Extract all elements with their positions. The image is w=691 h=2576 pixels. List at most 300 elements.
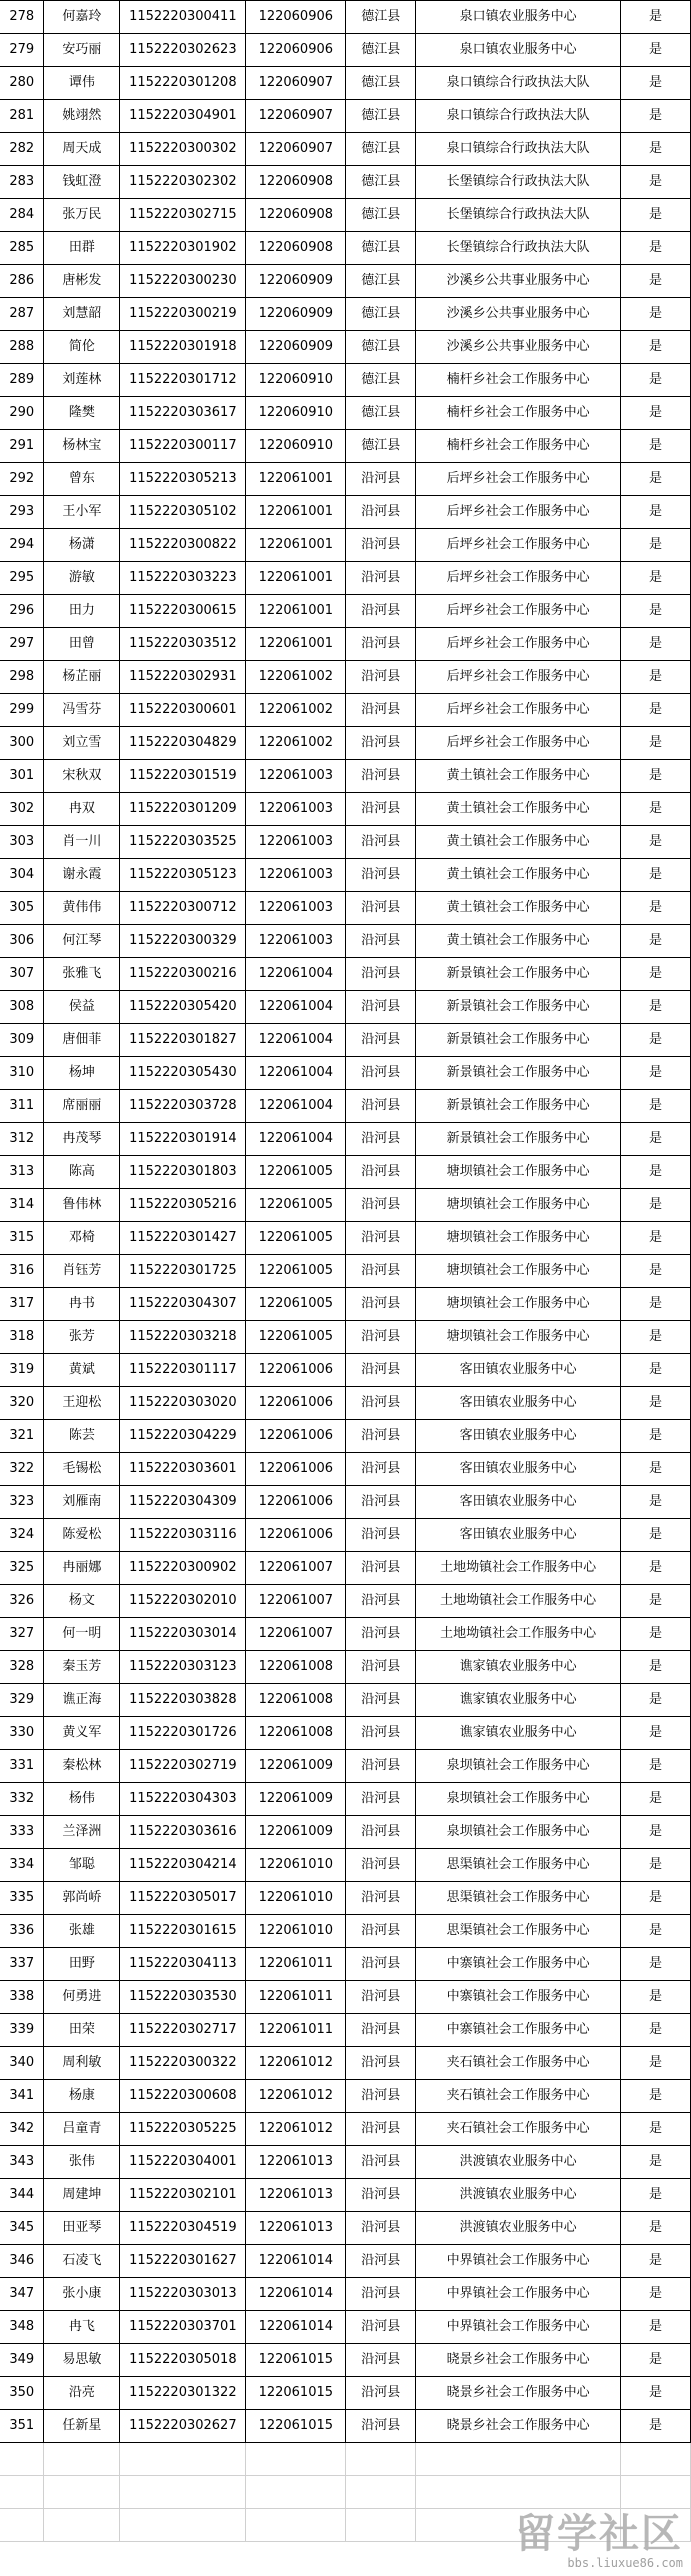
empty-cell[interactable] (621, 2443, 691, 2476)
exam-id-cell[interactable]: 1152220301322 (120, 2377, 246, 2410)
name-cell[interactable]: 冉书 (44, 1288, 120, 1321)
exam-id-cell[interactable]: 1152220300322 (120, 2047, 246, 2080)
row-number-cell[interactable]: 314 (0, 1189, 44, 1222)
qualified-cell[interactable]: 是 (621, 298, 691, 331)
county-cell[interactable]: 沿河县 (346, 529, 416, 562)
exam-id-cell[interactable]: 1152220303525 (120, 826, 246, 859)
row-number-cell[interactable]: 315 (0, 1222, 44, 1255)
exam-id-cell[interactable]: 1152220302302 (120, 166, 246, 199)
exam-id-cell[interactable]: 1152220303020 (120, 1387, 246, 1420)
row-number-cell[interactable]: 278 (0, 1, 44, 34)
unit-cell[interactable]: 洪渡镇农业服务中心 (416, 2212, 621, 2245)
name-cell[interactable]: 杨林宝 (44, 430, 120, 463)
exam-id-cell[interactable]: 1152220304307 (120, 1288, 246, 1321)
position-code-cell[interactable]: 122060907 (246, 100, 346, 133)
name-cell[interactable]: 唐佃菲 (44, 1024, 120, 1057)
row-number-cell[interactable]: 347 (0, 2278, 44, 2311)
unit-cell[interactable]: 客田镇农业服务中心 (416, 1387, 621, 1420)
exam-id-cell[interactable]: 1152220302715 (120, 199, 246, 232)
row-number-cell[interactable]: 286 (0, 265, 44, 298)
qualified-cell[interactable]: 是 (621, 1519, 691, 1552)
qualified-cell[interactable]: 是 (621, 1024, 691, 1057)
exam-id-cell[interactable]: 1152220300411 (120, 1, 246, 34)
unit-cell[interactable]: 楠杆乡社会工作服务中心 (416, 364, 621, 397)
county-cell[interactable]: 沿河县 (346, 1684, 416, 1717)
position-code-cell[interactable]: 122061009 (246, 1750, 346, 1783)
unit-cell[interactable]: 新景镇社会工作服务中心 (416, 958, 621, 991)
position-code-cell[interactable]: 122061005 (246, 1288, 346, 1321)
position-code-cell[interactable]: 122061001 (246, 463, 346, 496)
row-number-cell[interactable]: 280 (0, 67, 44, 100)
name-cell[interactable]: 鲁伟林 (44, 1189, 120, 1222)
empty-cell[interactable] (44, 2443, 120, 2476)
county-cell[interactable]: 沿河县 (346, 859, 416, 892)
position-code-cell[interactable]: 122061004 (246, 991, 346, 1024)
county-cell[interactable]: 沿河县 (346, 727, 416, 760)
qualified-cell[interactable]: 是 (621, 1618, 691, 1651)
exam-id-cell[interactable]: 1152220303116 (120, 1519, 246, 1552)
unit-cell[interactable]: 泉坝镇社会工作服务中心 (416, 1750, 621, 1783)
name-cell[interactable]: 陈芸 (44, 1420, 120, 1453)
qualified-cell[interactable]: 是 (621, 496, 691, 529)
unit-cell[interactable]: 思渠镇社会工作服务中心 (416, 1882, 621, 1915)
exam-id-cell[interactable]: 1152220300329 (120, 925, 246, 958)
name-cell[interactable]: 谯正海 (44, 1684, 120, 1717)
county-cell[interactable]: 德江县 (346, 34, 416, 67)
county-cell[interactable]: 沿河县 (346, 1849, 416, 1882)
position-code-cell[interactable]: 122061014 (246, 2245, 346, 2278)
qualified-cell[interactable]: 是 (621, 760, 691, 793)
row-number-cell[interactable]: 332 (0, 1783, 44, 1816)
row-number-cell[interactable]: 300 (0, 727, 44, 760)
unit-cell[interactable]: 中界镇社会工作服务中心 (416, 2245, 621, 2278)
exam-id-cell[interactable]: 1152220303701 (120, 2311, 246, 2344)
qualified-cell[interactable]: 是 (621, 265, 691, 298)
county-cell[interactable]: 沿河县 (346, 1882, 416, 1915)
unit-cell[interactable]: 长堡镇综合行政执法大队 (416, 199, 621, 232)
position-code-cell[interactable]: 122061006 (246, 1519, 346, 1552)
unit-cell[interactable]: 夹石镇社会工作服务中心 (416, 2080, 621, 2113)
exam-id-cell[interactable]: 1152220304229 (120, 1420, 246, 1453)
county-cell[interactable]: 沿河县 (346, 1585, 416, 1618)
unit-cell[interactable]: 新景镇社会工作服务中心 (416, 1057, 621, 1090)
unit-cell[interactable]: 长堡镇综合行政执法大队 (416, 166, 621, 199)
county-cell[interactable]: 沿河县 (346, 1519, 416, 1552)
exam-id-cell[interactable]: 1152220304901 (120, 100, 246, 133)
name-cell[interactable]: 刘慧韶 (44, 298, 120, 331)
row-number-cell[interactable]: 296 (0, 595, 44, 628)
qualified-cell[interactable]: 是 (621, 1849, 691, 1882)
county-cell[interactable]: 沿河县 (346, 793, 416, 826)
row-number-cell[interactable]: 285 (0, 232, 44, 265)
row-number-cell[interactable]: 294 (0, 529, 44, 562)
exam-id-cell[interactable]: 1152220300219 (120, 298, 246, 331)
name-cell[interactable]: 田力 (44, 595, 120, 628)
qualified-cell[interactable]: 是 (621, 397, 691, 430)
name-cell[interactable]: 刘雁南 (44, 1486, 120, 1519)
unit-cell[interactable]: 谯家镇农业服务中心 (416, 1651, 621, 1684)
row-number-cell[interactable]: 293 (0, 496, 44, 529)
county-cell[interactable]: 沿河县 (346, 2377, 416, 2410)
name-cell[interactable]: 邓椅 (44, 1222, 120, 1255)
unit-cell[interactable]: 长堡镇综合行政执法大队 (416, 232, 621, 265)
county-cell[interactable]: 沿河县 (346, 2113, 416, 2146)
exam-id-cell[interactable]: 1152220303728 (120, 1090, 246, 1123)
exam-id-cell[interactable]: 1152220302719 (120, 1750, 246, 1783)
position-code-cell[interactable]: 122061010 (246, 1882, 346, 1915)
name-cell[interactable]: 何勇进 (44, 1981, 120, 2014)
name-cell[interactable]: 杨芷丽 (44, 661, 120, 694)
name-cell[interactable]: 毛锡松 (44, 1453, 120, 1486)
exam-id-cell[interactable]: 1152220305225 (120, 2113, 246, 2146)
unit-cell[interactable]: 土地坳镇社会工作服务中心 (416, 1618, 621, 1651)
position-code-cell[interactable]: 122060907 (246, 67, 346, 100)
unit-cell[interactable]: 黄土镇社会工作服务中心 (416, 859, 621, 892)
county-cell[interactable]: 沿河县 (346, 1915, 416, 1948)
name-cell[interactable]: 何嘉玲 (44, 1, 120, 34)
qualified-cell[interactable]: 是 (621, 628, 691, 661)
county-cell[interactable]: 沿河县 (346, 2047, 416, 2080)
qualified-cell[interactable]: 是 (621, 991, 691, 1024)
row-number-cell[interactable]: 320 (0, 1387, 44, 1420)
county-cell[interactable]: 沿河县 (346, 2245, 416, 2278)
exam-id-cell[interactable]: 1152220304113 (120, 1948, 246, 1981)
qualified-cell[interactable]: 是 (621, 1090, 691, 1123)
qualified-cell[interactable]: 是 (621, 1189, 691, 1222)
county-cell[interactable]: 德江县 (346, 166, 416, 199)
qualified-cell[interactable]: 是 (621, 1717, 691, 1750)
exam-id-cell[interactable]: 1152220301712 (120, 364, 246, 397)
qualified-cell[interactable]: 是 (621, 1882, 691, 1915)
empty-cell[interactable] (346, 2443, 416, 2476)
exam-id-cell[interactable]: 1152220301208 (120, 67, 246, 100)
qualified-cell[interactable]: 是 (621, 859, 691, 892)
qualified-cell[interactable]: 是 (621, 2014, 691, 2047)
row-number-cell[interactable]: 316 (0, 1255, 44, 1288)
name-cell[interactable]: 冉飞 (44, 2311, 120, 2344)
row-number-cell[interactable]: 317 (0, 1288, 44, 1321)
county-cell[interactable]: 沿河县 (346, 1123, 416, 1156)
row-number-cell[interactable]: 309 (0, 1024, 44, 1057)
exam-id-cell[interactable]: 1152220300601 (120, 694, 246, 727)
county-cell[interactable]: 沿河县 (346, 1981, 416, 2014)
exam-id-cell[interactable]: 1152220303014 (120, 1618, 246, 1651)
qualified-cell[interactable]: 是 (621, 2311, 691, 2344)
row-number-cell[interactable]: 322 (0, 1453, 44, 1486)
qualified-cell[interactable]: 是 (621, 694, 691, 727)
position-code-cell[interactable]: 122061010 (246, 1849, 346, 1882)
qualified-cell[interactable]: 是 (621, 2344, 691, 2377)
position-code-cell[interactable]: 122061007 (246, 1585, 346, 1618)
name-cell[interactable]: 沿亮 (44, 2377, 120, 2410)
county-cell[interactable]: 沿河县 (346, 496, 416, 529)
row-number-cell[interactable]: 346 (0, 2245, 44, 2278)
row-number-cell[interactable]: 303 (0, 826, 44, 859)
unit-cell[interactable]: 新景镇社会工作服务中心 (416, 1123, 621, 1156)
qualified-cell[interactable]: 是 (621, 2080, 691, 2113)
exam-id-cell[interactable]: 1152220301519 (120, 760, 246, 793)
row-number-cell[interactable]: 337 (0, 1948, 44, 1981)
position-code-cell[interactable]: 122060906 (246, 1, 346, 34)
unit-cell[interactable]: 客田镇农业服务中心 (416, 1453, 621, 1486)
exam-id-cell[interactable]: 1152220305213 (120, 463, 246, 496)
row-number-cell[interactable]: 310 (0, 1057, 44, 1090)
row-number-cell[interactable]: 299 (0, 694, 44, 727)
exam-id-cell[interactable]: 1152220303123 (120, 1651, 246, 1684)
name-cell[interactable]: 杨康 (44, 2080, 120, 2113)
county-cell[interactable]: 德江县 (346, 265, 416, 298)
row-number-cell[interactable]: 351 (0, 2410, 44, 2443)
county-cell[interactable]: 沿河县 (346, 1321, 416, 1354)
position-code-cell[interactable]: 122061002 (246, 661, 346, 694)
position-code-cell[interactable]: 122061003 (246, 760, 346, 793)
name-cell[interactable]: 吕童青 (44, 2113, 120, 2146)
name-cell[interactable]: 游敏 (44, 562, 120, 595)
row-number-cell[interactable]: 340 (0, 2047, 44, 2080)
name-cell[interactable]: 邹聪 (44, 1849, 120, 1882)
row-number-cell[interactable]: 302 (0, 793, 44, 826)
exam-id-cell[interactable]: 1152220305420 (120, 991, 246, 1024)
exam-id-cell[interactable]: 1152220301615 (120, 1915, 246, 1948)
exam-id-cell[interactable]: 1152220302931 (120, 661, 246, 694)
position-code-cell[interactable]: 122061013 (246, 2212, 346, 2245)
empty-cell[interactable] (416, 2443, 621, 2476)
position-code-cell[interactable]: 122061004 (246, 1123, 346, 1156)
name-cell[interactable]: 曾东 (44, 463, 120, 496)
county-cell[interactable]: 沿河县 (346, 2410, 416, 2443)
unit-cell[interactable]: 洪渡镇农业服务中心 (416, 2179, 621, 2212)
position-code-cell[interactable]: 122060910 (246, 397, 346, 430)
position-code-cell[interactable]: 122061013 (246, 2146, 346, 2179)
unit-cell[interactable]: 后坪乡社会工作服务中心 (416, 529, 621, 562)
qualified-cell[interactable]: 是 (621, 1552, 691, 1585)
exam-id-cell[interactable]: 1152220301902 (120, 232, 246, 265)
unit-cell[interactable]: 客田镇农业服务中心 (416, 1519, 621, 1552)
county-cell[interactable]: 沿河县 (346, 1717, 416, 1750)
position-code-cell[interactable]: 122061015 (246, 2377, 346, 2410)
empty-cell[interactable] (44, 2509, 120, 2542)
row-number-cell[interactable]: 328 (0, 1651, 44, 1684)
row-number-cell[interactable]: 313 (0, 1156, 44, 1189)
unit-cell[interactable]: 后坪乡社会工作服务中心 (416, 661, 621, 694)
unit-cell[interactable]: 后坪乡社会工作服务中心 (416, 562, 621, 595)
empty-cell[interactable] (0, 2509, 44, 2542)
qualified-cell[interactable]: 是 (621, 1123, 691, 1156)
qualified-cell[interactable]: 是 (621, 2245, 691, 2278)
exam-id-cell[interactable]: 1152220300117 (120, 430, 246, 463)
qualified-cell[interactable]: 是 (621, 2278, 691, 2311)
unit-cell[interactable]: 思渠镇社会工作服务中心 (416, 1915, 621, 1948)
unit-cell[interactable]: 楠杆乡社会工作服务中心 (416, 397, 621, 430)
row-number-cell[interactable]: 287 (0, 298, 44, 331)
unit-cell[interactable]: 晓景乡社会工作服务中心 (416, 2344, 621, 2377)
empty-cell[interactable] (416, 2476, 621, 2509)
row-number-cell[interactable]: 331 (0, 1750, 44, 1783)
qualified-cell[interactable]: 是 (621, 364, 691, 397)
empty-cell[interactable] (246, 2509, 346, 2542)
county-cell[interactable]: 德江县 (346, 100, 416, 133)
county-cell[interactable]: 沿河县 (346, 1552, 416, 1585)
unit-cell[interactable]: 泉坝镇社会工作服务中心 (416, 1816, 621, 1849)
name-cell[interactable]: 陈高 (44, 1156, 120, 1189)
county-cell[interactable]: 沿河县 (346, 1651, 416, 1684)
county-cell[interactable]: 沿河县 (346, 1255, 416, 1288)
county-cell[interactable]: 沿河县 (346, 2278, 416, 2311)
empty-cell[interactable] (621, 2476, 691, 2509)
unit-cell[interactable]: 泉口镇农业服务中心 (416, 34, 621, 67)
position-code-cell[interactable]: 122061008 (246, 1684, 346, 1717)
county-cell[interactable]: 沿河县 (346, 661, 416, 694)
position-code-cell[interactable]: 122060907 (246, 133, 346, 166)
position-code-cell[interactable]: 122061002 (246, 727, 346, 760)
qualified-cell[interactable]: 是 (621, 1651, 691, 1684)
position-code-cell[interactable]: 122061004 (246, 1057, 346, 1090)
position-code-cell[interactable]: 122060910 (246, 364, 346, 397)
qualified-cell[interactable]: 是 (621, 1783, 691, 1816)
position-code-cell[interactable]: 122061005 (246, 1321, 346, 1354)
qualified-cell[interactable]: 是 (621, 925, 691, 958)
exam-id-cell[interactable]: 1152220304001 (120, 2146, 246, 2179)
exam-id-cell[interactable]: 1152220304519 (120, 2212, 246, 2245)
unit-cell[interactable]: 后坪乡社会工作服务中心 (416, 595, 621, 628)
row-number-cell[interactable]: 344 (0, 2179, 44, 2212)
exam-id-cell[interactable]: 1152220303223 (120, 562, 246, 595)
name-cell[interactable]: 黄义军 (44, 1717, 120, 1750)
row-number-cell[interactable]: 295 (0, 562, 44, 595)
unit-cell[interactable]: 泉口镇农业服务中心 (416, 1, 621, 34)
exam-id-cell[interactable]: 1152220303512 (120, 628, 246, 661)
unit-cell[interactable]: 客田镇农业服务中心 (416, 1486, 621, 1519)
exam-id-cell[interactable]: 1152220301627 (120, 2245, 246, 2278)
qualified-cell[interactable]: 是 (621, 595, 691, 628)
qualified-cell[interactable]: 是 (621, 463, 691, 496)
exam-id-cell[interactable]: 1152220301427 (120, 1222, 246, 1255)
position-code-cell[interactable]: 122061012 (246, 2047, 346, 2080)
county-cell[interactable]: 沿河县 (346, 2014, 416, 2047)
exam-id-cell[interactable]: 1152220303218 (120, 1321, 246, 1354)
exam-id-cell[interactable]: 1152220300302 (120, 133, 246, 166)
position-code-cell[interactable]: 122061001 (246, 529, 346, 562)
position-code-cell[interactable]: 122061005 (246, 1156, 346, 1189)
county-cell[interactable]: 沿河县 (346, 760, 416, 793)
unit-cell[interactable]: 夹石镇社会工作服务中心 (416, 2113, 621, 2146)
exam-id-cell[interactable]: 1152220300230 (120, 265, 246, 298)
qualified-cell[interactable]: 是 (621, 2212, 691, 2245)
unit-cell[interactable]: 谯家镇农业服务中心 (416, 1684, 621, 1717)
qualified-cell[interactable]: 是 (621, 1453, 691, 1486)
row-number-cell[interactable]: 334 (0, 1849, 44, 1882)
qualified-cell[interactable]: 是 (621, 1585, 691, 1618)
name-cell[interactable]: 张伟 (44, 2146, 120, 2179)
qualified-cell[interactable]: 是 (621, 1684, 691, 1717)
county-cell[interactable]: 沿河县 (346, 1354, 416, 1387)
county-cell[interactable]: 沿河县 (346, 1057, 416, 1090)
unit-cell[interactable]: 沙溪乡公共事业服务中心 (416, 298, 621, 331)
row-number-cell[interactable]: 350 (0, 2377, 44, 2410)
unit-cell[interactable]: 楠杆乡社会工作服务中心 (416, 430, 621, 463)
name-cell[interactable]: 唐彬发 (44, 265, 120, 298)
unit-cell[interactable]: 土地坳镇社会工作服务中心 (416, 1552, 621, 1585)
exam-id-cell[interactable]: 1152220303013 (120, 2278, 246, 2311)
county-cell[interactable]: 德江县 (346, 232, 416, 265)
row-number-cell[interactable]: 292 (0, 463, 44, 496)
county-cell[interactable]: 沿河县 (346, 958, 416, 991)
county-cell[interactable]: 沿河县 (346, 991, 416, 1024)
exam-id-cell[interactable]: 1152220302623 (120, 34, 246, 67)
name-cell[interactable]: 刘莲林 (44, 364, 120, 397)
name-cell[interactable]: 秦玉芳 (44, 1651, 120, 1684)
unit-cell[interactable]: 泉口镇综合行政执法大队 (416, 67, 621, 100)
name-cell[interactable]: 何一明 (44, 1618, 120, 1651)
unit-cell[interactable]: 后坪乡社会工作服务中心 (416, 463, 621, 496)
county-cell[interactable]: 沿河县 (346, 892, 416, 925)
unit-cell[interactable]: 黄土镇社会工作服务中心 (416, 892, 621, 925)
position-code-cell[interactable]: 122061013 (246, 2179, 346, 2212)
row-number-cell[interactable]: 339 (0, 2014, 44, 2047)
name-cell[interactable]: 冉双 (44, 793, 120, 826)
exam-id-cell[interactable]: 1152220300902 (120, 1552, 246, 1585)
empty-cell[interactable] (346, 2509, 416, 2542)
row-number-cell[interactable]: 297 (0, 628, 44, 661)
position-code-cell[interactable]: 122061009 (246, 1816, 346, 1849)
exam-id-cell[interactable]: 1152220302101 (120, 2179, 246, 2212)
name-cell[interactable]: 周利敏 (44, 2047, 120, 2080)
county-cell[interactable]: 沿河县 (346, 1453, 416, 1486)
exam-id-cell[interactable]: 1152220300216 (120, 958, 246, 991)
name-cell[interactable]: 杨坤 (44, 1057, 120, 1090)
name-cell[interactable]: 肖一川 (44, 826, 120, 859)
position-code-cell[interactable]: 122060908 (246, 166, 346, 199)
row-number-cell[interactable]: 312 (0, 1123, 44, 1156)
row-number-cell[interactable]: 349 (0, 2344, 44, 2377)
row-number-cell[interactable]: 291 (0, 430, 44, 463)
name-cell[interactable]: 张芳 (44, 1321, 120, 1354)
row-number-cell[interactable]: 321 (0, 1420, 44, 1453)
county-cell[interactable]: 沿河县 (346, 694, 416, 727)
qualified-cell[interactable]: 是 (621, 331, 691, 364)
exam-id-cell[interactable]: 1152220304829 (120, 727, 246, 760)
empty-cell[interactable] (346, 2476, 416, 2509)
qualified-cell[interactable]: 是 (621, 2146, 691, 2179)
position-code-cell[interactable]: 122061012 (246, 2080, 346, 2113)
unit-cell[interactable]: 思渠镇社会工作服务中心 (416, 1849, 621, 1882)
row-number-cell[interactable]: 283 (0, 166, 44, 199)
name-cell[interactable]: 石凌飞 (44, 2245, 120, 2278)
qualified-cell[interactable]: 是 (621, 166, 691, 199)
row-number-cell[interactable]: 327 (0, 1618, 44, 1651)
exam-id-cell[interactable]: 1152220303530 (120, 1981, 246, 2014)
unit-cell[interactable]: 中界镇社会工作服务中心 (416, 2278, 621, 2311)
row-number-cell[interactable]: 279 (0, 34, 44, 67)
exam-id-cell[interactable]: 1152220305017 (120, 1882, 246, 1915)
exam-id-cell[interactable]: 1152220301725 (120, 1255, 246, 1288)
position-code-cell[interactable]: 122060909 (246, 265, 346, 298)
qualified-cell[interactable]: 是 (621, 133, 691, 166)
position-code-cell[interactable]: 122060910 (246, 430, 346, 463)
position-code-cell[interactable]: 122060909 (246, 331, 346, 364)
name-cell[interactable]: 何江琴 (44, 925, 120, 958)
unit-cell[interactable]: 后坪乡社会工作服务中心 (416, 496, 621, 529)
name-cell[interactable]: 周建坤 (44, 2179, 120, 2212)
position-code-cell[interactable]: 122060908 (246, 199, 346, 232)
empty-cell[interactable] (120, 2509, 246, 2542)
row-number-cell[interactable]: 335 (0, 1882, 44, 1915)
qualified-cell[interactable]: 是 (621, 562, 691, 595)
unit-cell[interactable]: 泉口镇综合行政执法大队 (416, 133, 621, 166)
position-code-cell[interactable]: 122061003 (246, 859, 346, 892)
unit-cell[interactable]: 中界镇社会工作服务中心 (416, 2311, 621, 2344)
county-cell[interactable]: 沿河县 (346, 1486, 416, 1519)
